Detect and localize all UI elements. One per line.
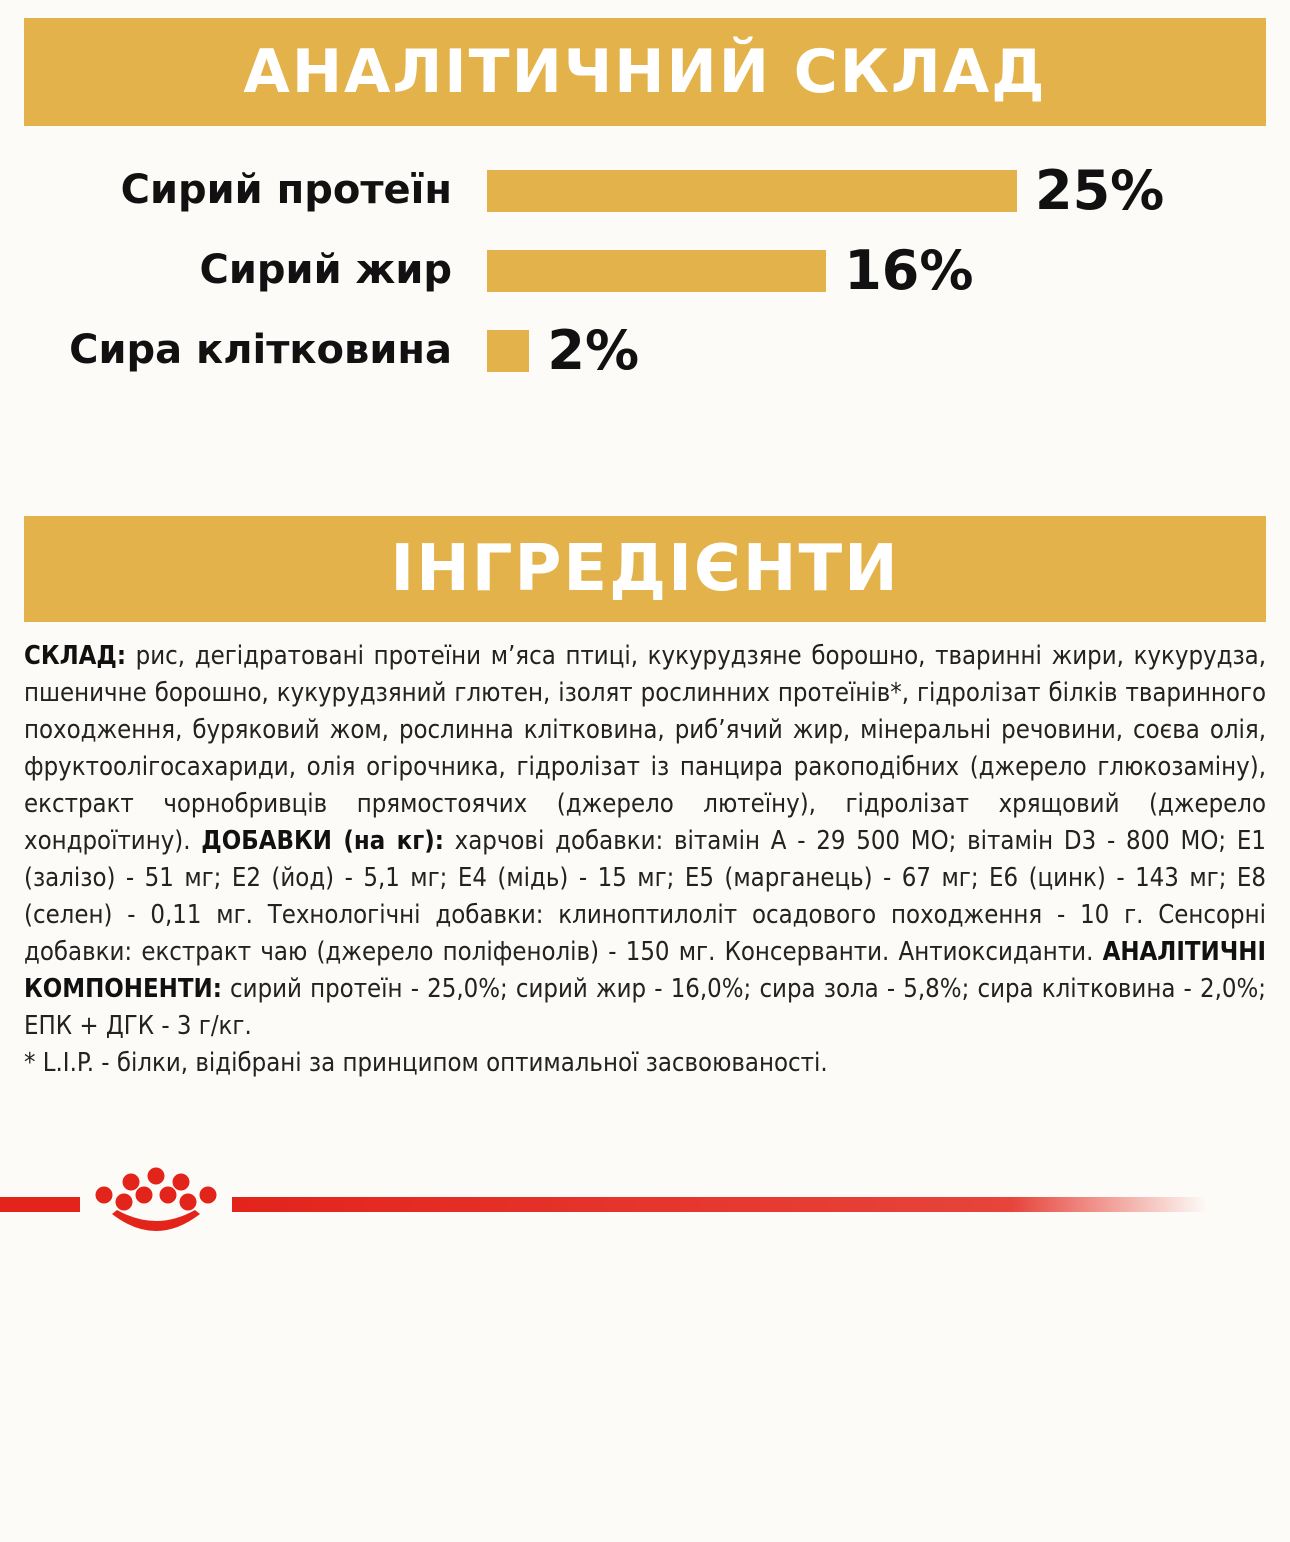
divider-line-left [0,1197,80,1212]
divider-line-right [232,1197,1207,1212]
bar-label-protein: Сирий протеїн [120,167,452,213]
bar-value-fibre: 2% [547,318,640,382]
bar-value-fat: 16% [844,238,974,302]
components-body: сирий протеїн - 25,0%; сирий жир - 16,0%; сира зола - 5,8%; сира клітковина - 2,0%; ЕПК + ДГК - 3 г/кг. [24,974,1266,1041]
bar-label-fibre: Сира клітковина [69,327,452,373]
composition-body: рис, дегідратовані протеїни м’яса птиці, кукурудзяне борошно, тваринні жири, кукурудза, пшеничне борошно, кукурудзяний глютен, ізолят рослинних протеїнів*, гідролізат білків тваринного походження, буряковий жом, рослинна клітковина, риб’ячий жир, мінеральні речовини, соєва олія, фруктоолігосахариди, олія огірочника, гідролізат із панцира ракоподібних (джерело глюкозаміну), екстракт чорнобривців прямостоячих (джерело лютеїну), гідролізат хрящовий (джерело хондроїтину). [24,641,1266,856]
bar-row-fat [0,230,1290,310]
brand-divider [0,1160,1290,1250]
analytic-banner [24,18,1266,126]
footnote: * L.I.P. - білки, відібрані за принципом оптимальної засвоюваності. [24,1048,828,1078]
crown-logo-icon [96,1168,217,1232]
components-heading: АНАЛІТИЧНІ КОМПОНЕНТИ: [24,937,1266,1004]
composition-heading: СКЛАД: [24,641,126,671]
bar-fill-fat [487,250,826,292]
bar-row-fibre [0,310,1290,390]
analytic-bars [0,150,1290,410]
bar-label-fat: Сирий жир [199,247,452,293]
composition-text [24,638,1266,1082]
bar-fill-protein [487,170,1017,212]
ingredients-banner [24,516,1266,622]
bar-value-protein: 25% [1035,158,1165,222]
additives-body: харчові добавки: вітамін А - 29 500 МО; вітамін D3 - 800 МО; Е1 (залізо) - 51 мг; Е2 (йод) - 5,1 мг; Е4 (мідь) - 15 мг; Е5 (марганець) - 67 мг; Е6 (цинк) - 143 мг; Е8 (селен) - 0,11 мг. Технологічні добавки: клиноптилоліт осадового походження - 10 г. Сенсорні добавки: екстракт чаю (джерело поліфенолів) - 150 мг. Консерванти. Антиоксиданти. [24,826,1266,967]
bar-fill-fibre [487,330,529,372]
ingredients-title: ІНГРЕДІЄНТИ [390,532,900,606]
bar-row-protein [0,150,1290,230]
additives-heading: ДОБАВКИ (на кг): [201,826,444,856]
analytic-title: АНАЛІТИЧНИЙ СКЛАД [243,37,1047,107]
